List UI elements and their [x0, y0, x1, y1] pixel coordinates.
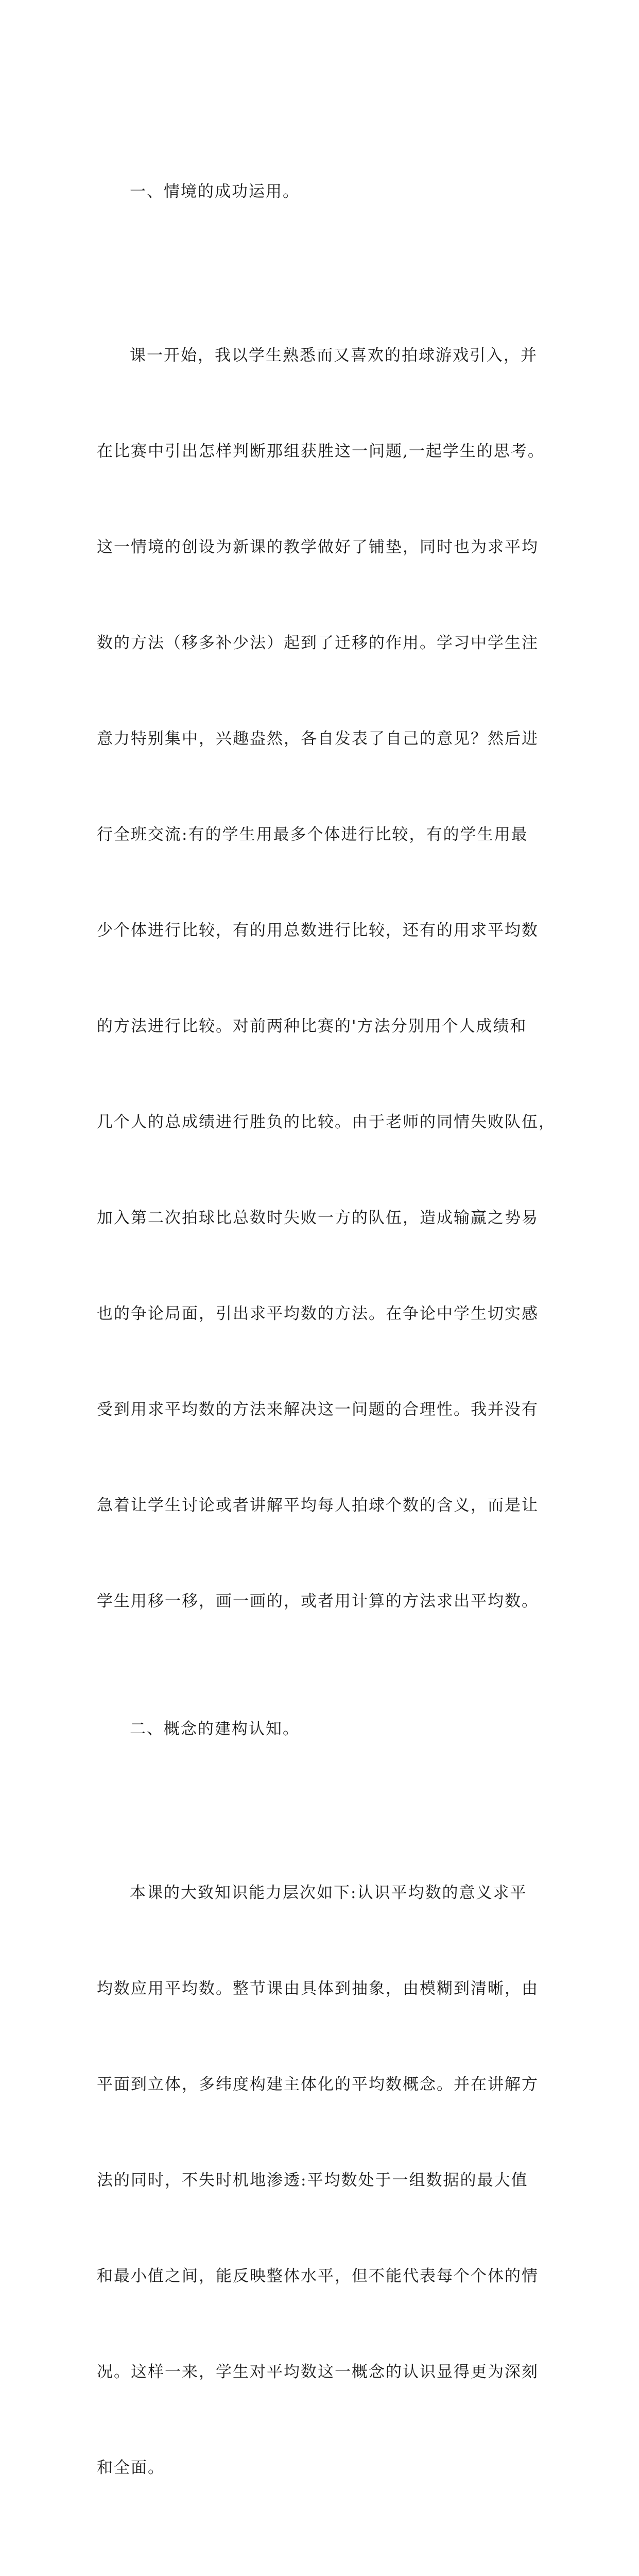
paragraph-line: 况。这样一来，学生对平均数这一概念的认识显得更为深刻: [97, 2363, 539, 2381]
paragraph-line: 这一情境的创设为新课的教学做好了铺垫，同时也为求平均: [97, 538, 539, 556]
paragraph-line: 少个体进行比较，有的用总数进行比较，还有的用求平均数: [97, 921, 539, 940]
paragraph-line: 课一开始，我以学生熟悉而又喜欢的拍球游戏引入，并: [130, 346, 538, 365]
paragraph-line: 均数应用平均数。整节课由具体到抽象，由模糊到清晰，由: [97, 1979, 539, 1998]
paragraph-line: 和全面。: [97, 2459, 165, 2477]
spacer: [97, 1809, 550, 1813]
paragraph-line: 数的方法（移多补少法）起到了迁移的作用。学习中学生注: [97, 634, 539, 652]
paragraph-line: 学生用移一移，画一画的，或者用计算的方法求出平均数。: [97, 1592, 539, 1611]
section-1-heading: 一、情境的成功运用。: [130, 182, 300, 201]
paragraph-line: 也的争论局面，引出求平均数的方法。在争论中学生切实感: [97, 1304, 539, 1323]
paragraph-line: 法的同时，不失时机地渗透:平均数处于一组数据的最大值: [97, 2171, 528, 2190]
paragraph-line: 行全班交流:有的学生用最多个体进行比较，有的学生用最: [97, 825, 528, 844]
paragraph-line: 在比赛中引出怎样判断那组获胜这一问题,一起学生的思考。: [97, 442, 545, 461]
document-body: [97, 80, 556, 2576]
paragraph-line: 受到用求平均数的方法来解决这一问题的合理性。我并没有: [97, 1400, 539, 1419]
paragraph-line: 急着让学生讨论或者讲解平均每人拍球个数的含义，而是让: [97, 1496, 539, 1515]
paragraph-line: 平面到立体，多纬度构建主体化的平均数概念。并在讲解方: [97, 2075, 539, 2094]
paragraph-line: 和最小值之间，能反映整体水平，但不能代表每个个体的情: [97, 2267, 539, 2285]
paragraph-line: 的方法进行比较。对前两种比赛的'方法分别用个人成绩和: [97, 1017, 527, 1036]
paragraph-line: 意力特别集中，兴趣盎然，各自发表了自己的意见？然后进: [97, 730, 539, 748]
section-2-heading: 二、概念的建构认知。: [130, 1720, 300, 1738]
paragraph-line: 几个人的总成绩进行胜负的比较。由于老师的同情失败队伍，: [97, 1113, 556, 1131]
paragraph-line: 加入第二次拍球比总数时失败一方的队伍，造成输赢之势易: [97, 1209, 539, 1227]
paragraph-line: 本课的大致知识能力层次如下:认识平均数的意义求平: [130, 1884, 527, 1902]
spacer: [97, 272, 550, 276]
